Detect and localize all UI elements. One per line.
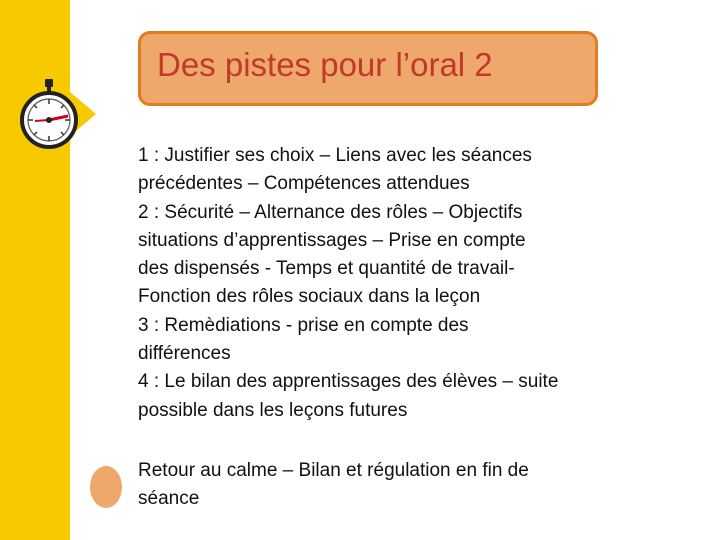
- content-line: des dispensés - Temps et quantité de travail-: [138, 258, 515, 280]
- content-line: précédentes – Compétences attendues: [138, 173, 470, 195]
- content-line: 2 : Sécurité – Alternance des rôles – Objectifs: [138, 201, 523, 223]
- closing-line: Retour au calme – Bilan et régulation en fin de: [138, 460, 529, 481]
- content-line: 3 : Remèdiations - prise en compte des: [138, 314, 469, 336]
- content-text-block: [138, 142, 638, 425]
- content-line: Fonction des rôles sociaux dans la leçon: [138, 286, 481, 308]
- orange-dot-bullet: [90, 466, 122, 508]
- slide-title: Des pistes pour l’oral 2: [157, 46, 493, 83]
- closing-text-block: [138, 457, 638, 514]
- content-line: différences: [138, 343, 231, 365]
- content-line: 1 : Justifier ses choix – Liens avec les séances: [138, 145, 532, 166]
- closing-line: séance: [138, 488, 200, 510]
- content-line: possible dans les leçons futures: [138, 399, 408, 421]
- stopwatch-icon: [18, 78, 86, 158]
- content-line: 4 : Le bilan des apprentissages des élèves – suite: [138, 371, 559, 393]
- title-box: [138, 31, 598, 106]
- content-line: situations d’apprentissages – Prise en compte: [138, 229, 526, 251]
